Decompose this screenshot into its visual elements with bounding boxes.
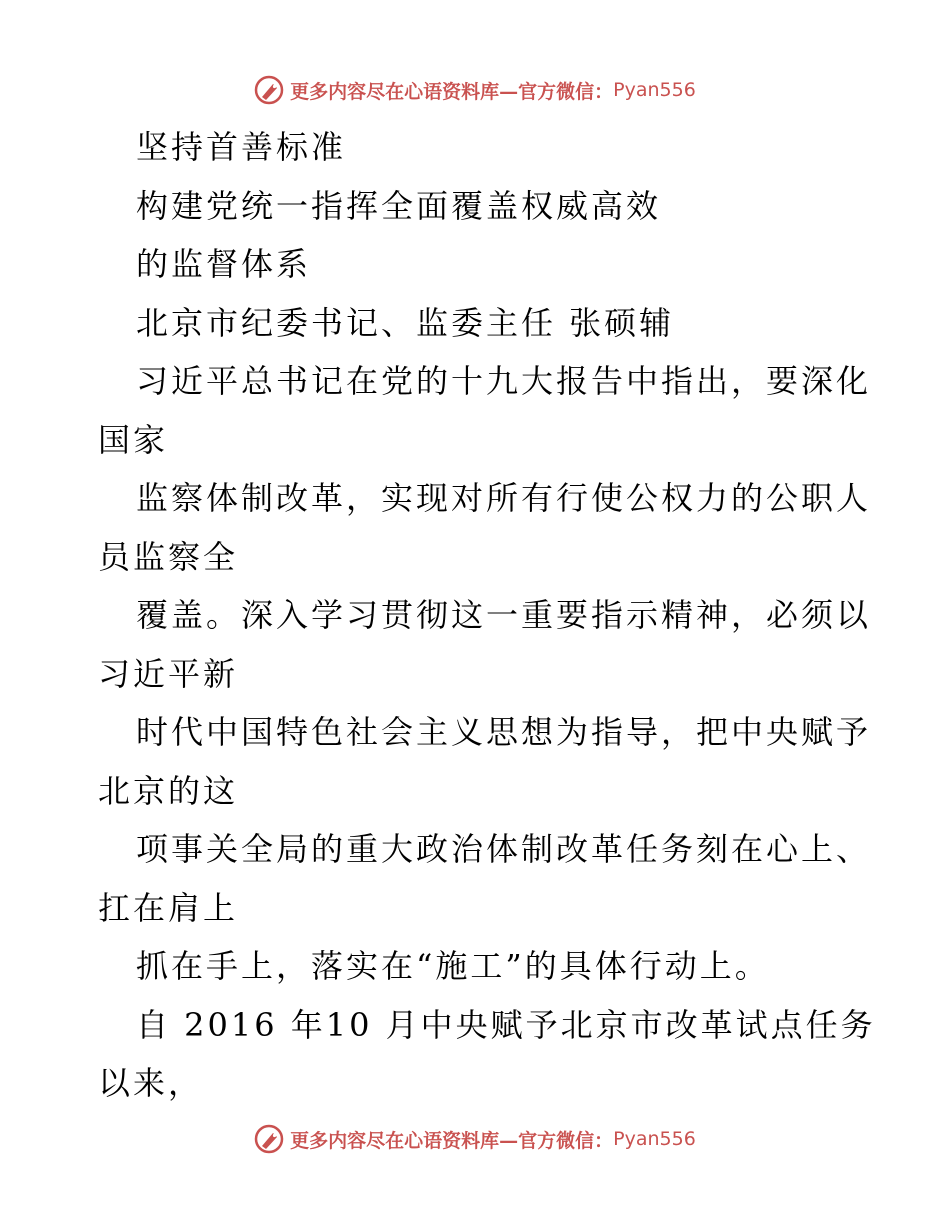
footer-wechat-id: Pyan556 [613, 1128, 696, 1150]
title-line-1: 坚持首善标准 [136, 128, 347, 166]
pen-nib-logo-icon [254, 1124, 284, 1154]
footer-banner [0, 1121, 950, 1157]
paragraph-line: 国家 [98, 420, 169, 459]
author-line: 北京市纪委书记、监委主任 张硕辅 [136, 303, 675, 342]
header-banner [0, 72, 950, 108]
paragraph-line: 项事关全局的重大政治体制改革任务刻在心上、 [136, 830, 872, 868]
header-wechat-id: Pyan556 [613, 79, 696, 101]
pen-nib-logo-icon [254, 75, 284, 105]
paragraph-line: 习近平新 [98, 654, 239, 693]
paragraph-line: 抓在手上，落实在“施工”的具体行动上。 [136, 947, 770, 985]
paragraph-line: 覆盖。深入学习贯彻这一重要指示精神，必须以 [136, 596, 872, 634]
paragraph-line: 以来， [98, 1064, 204, 1102]
header-banner-text: 更多内容尽在心语资料库—官方微信： [290, 80, 614, 103]
paragraph-line: 北京的这 [98, 771, 239, 810]
footer-banner-text: 更多内容尽在心语资料库—官方微信： [290, 1129, 614, 1152]
paragraph-line: 自 2016 年10 月中央赋予北京市改革试点任务 [136, 1005, 876, 1044]
paragraph-line: 习近平总书记在党的十九大报告中指出，要深化 [136, 362, 872, 400]
paragraph-line: 员监察全 [98, 537, 239, 576]
paragraph-line: 扛在肩上 [98, 888, 239, 927]
title-line-3: 的监督体系 [136, 245, 312, 283]
document-body [98, 118, 876, 1113]
paragraph-line: 时代中国特色社会主义思想为指导，把中央赋予 [136, 713, 872, 751]
title-line-2: 构建党统一指挥全面覆盖权威高效 [136, 186, 662, 225]
paragraph-line: 监察体制改革，实现对所有行使公权力的公职人 [136, 479, 872, 517]
